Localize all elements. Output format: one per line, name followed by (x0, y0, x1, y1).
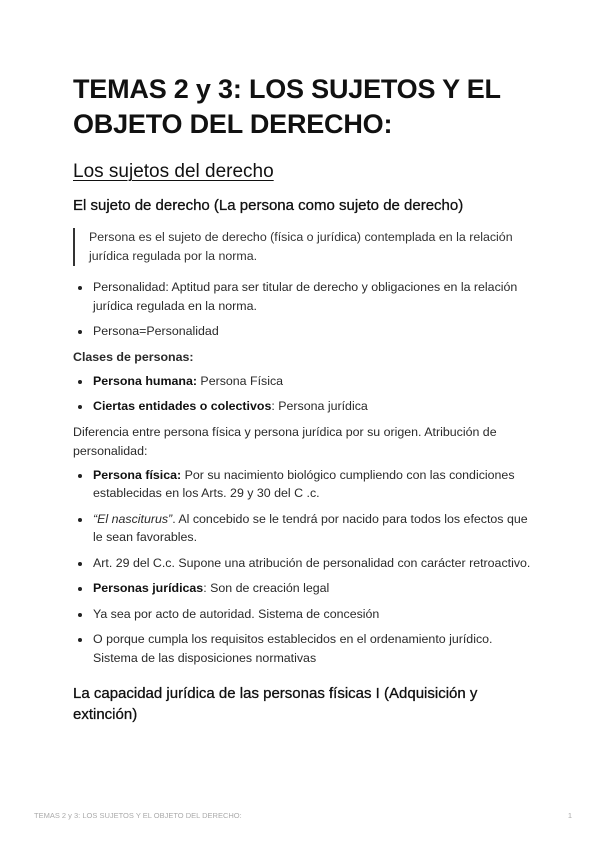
list-item: Persona=Personalidad (93, 322, 533, 341)
clases-label: Clases de personas: (73, 349, 194, 364)
list-item (93, 510, 533, 547)
bold-term: Persona humana: (93, 373, 197, 388)
item-text: Por su nacimiento biológico cumpliendo con las condiciones establecidas en los Arts. 29 y 30 del C .c. (93, 467, 515, 500)
diferencia-paragraph: Diferencia entre persona física y persona jurídica por su origen. Atribución de personalidad: (73, 424, 497, 458)
list-item: O porque cumpla los requisitos establecidos en el ordenamiento jurídico. Sistema de las disposiciones normativas (93, 630, 533, 667)
personalidad-list (73, 278, 533, 341)
item-text: Persona Física (196, 373, 284, 388)
page-footer (34, 811, 572, 820)
section-heading: Los sujetos del derecho (73, 161, 274, 182)
bold-term: Persona física: (93, 467, 182, 482)
bold-term: Personas jurídicas (93, 581, 204, 595)
atribucion-list (73, 466, 533, 668)
document-page (73, 72, 533, 725)
clases-list (73, 372, 533, 416)
list-item: Personalidad: Aptitud para ser titular de derecho y obligaciones en la relación jurídica regulada en la norma. (93, 278, 533, 315)
item-text: . Al concebido se le tendrá por nacido para todos los efectos que le sean favorables. (93, 511, 528, 544)
subheading-capacidad-juridica: La capacidad jurídica de las personas físicas I (Adquisición y extinción) (73, 685, 478, 723)
list-item (93, 372, 533, 391)
item-text: : Persona jurídica (271, 399, 368, 413)
definition-quote: Persona es el sujeto de derecho (física o jurídica) contemplada en la relación jurídica regulada por la norma. (73, 228, 533, 266)
list-item: Ya sea por acto de autoridad. Sistema de concesión (93, 605, 533, 624)
item-text: : Son de creación legal (203, 581, 330, 595)
list-item (93, 466, 533, 503)
bold-term: Ciertas entidades o colectivos (93, 399, 272, 413)
list-item: Art. 29 del C.c. Supone una atribución de personalidad con carácter retroactivo. (93, 554, 533, 573)
subheading-sujeto-de-derecho: El sujeto de derecho (La persona como sujeto de derecho) (73, 197, 464, 214)
italic-term: “El nasciturus” (93, 511, 173, 526)
list-item (93, 579, 533, 598)
list-item (93, 397, 533, 416)
page-title: TEMAS 2 y 3: LOS SUJETOS Y EL OBJETO DEL DERECHO: (73, 74, 501, 139)
page-number: 1 (567, 811, 572, 820)
footer-title: TEMAS 2 y 3: LOS SUJETOS Y EL OBJETO DEL DERECHO: (34, 811, 242, 820)
